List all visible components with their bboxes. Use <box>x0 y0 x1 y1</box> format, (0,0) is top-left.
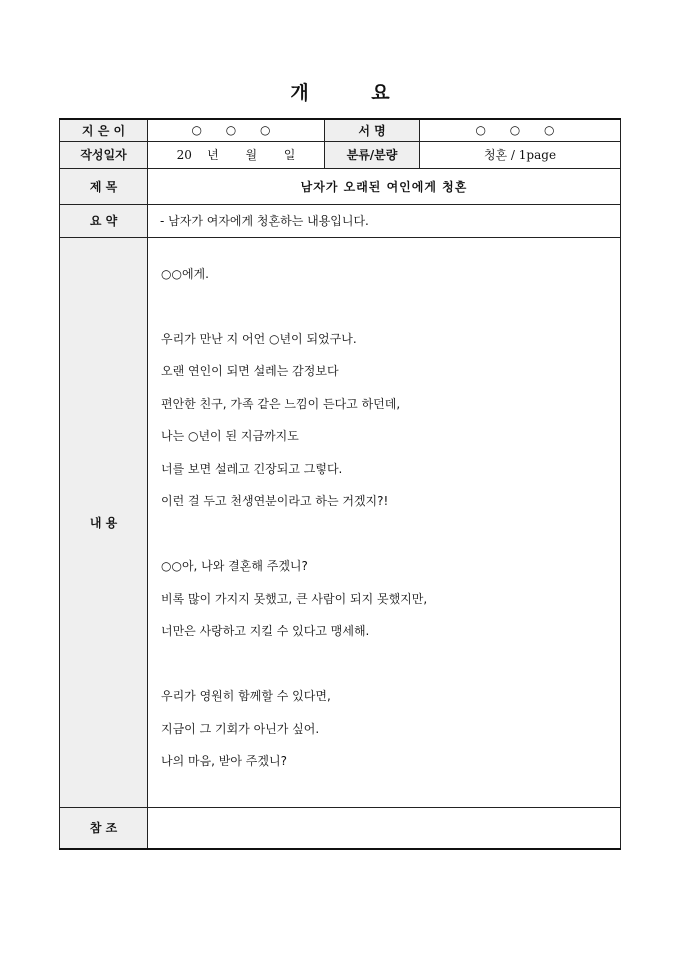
date-label: 작성일자 <box>60 141 148 168</box>
subject-value: 남자가 오래된 여인에게 청혼 <box>148 168 621 204</box>
summary-table <box>59 118 621 850</box>
reference-value <box>148 807 621 849</box>
author-row <box>60 119 621 141</box>
content-line: 우리가 영원히 함께할 수 있다면, <box>161 689 331 703</box>
summary-row <box>60 204 621 237</box>
content-line: ○○에게. <box>161 266 209 281</box>
content-line: 지금이 그 기회가 아닌가 싶어. <box>161 721 320 736</box>
content-line: 너를 보면 설레고 긴장되고 그렇다. <box>161 461 343 476</box>
subject-label: 제 목 <box>60 168 148 204</box>
author-value: ○ ○ ○ <box>148 119 325 141</box>
date-value: 20 년 월 일 <box>148 141 325 168</box>
document-title: 개 요 <box>290 82 418 104</box>
signature-value: ○ ○ ○ <box>420 119 621 141</box>
content-body <box>148 237 621 807</box>
content-label: 내 용 <box>60 237 148 807</box>
content-line: 비록 많이 가지지 못했고, 큰 사람이 되지 못했지만, <box>161 591 428 606</box>
content-line: 이런 걸 두고 천생연분이라고 하는 거겠지?! <box>161 494 389 508</box>
date-row <box>60 141 621 168</box>
category-value: 청혼 / 1page <box>420 141 621 168</box>
content-line <box>161 656 620 689</box>
content-line: 편안한 친구, 가족 같은 느낌이 든다고 하던데, <box>161 396 401 411</box>
content-line <box>161 526 620 559</box>
subject-row <box>60 168 621 204</box>
reference-label: 참 조 <box>60 807 148 849</box>
content-line: 나는 ○년이 된 지금까지도 <box>161 429 299 443</box>
summary-label: 요 약 <box>60 204 148 237</box>
reference-row <box>60 807 621 849</box>
author-label: 지 은 이 <box>60 119 148 141</box>
content-line: 우리가 만난 지 어언 ○년이 되었구나. <box>161 331 357 346</box>
content-line: 너만은 사랑하고 지킬 수 있다고 맹세해. <box>161 624 370 638</box>
content-line <box>161 298 620 331</box>
content-line: 오랜 연인이 되면 설레는 감정보다 <box>161 364 339 378</box>
summary-value: - 남자가 여자에게 청혼하는 내용입니다. <box>148 204 621 237</box>
category-label: 분류/분량 <box>325 141 420 168</box>
content-line: 나의 마음, 받아 주겠니? <box>161 754 287 768</box>
content-line: ○○아, 나와 결혼해 주겠니? <box>161 559 308 573</box>
content-row <box>60 237 621 807</box>
signature-label: 서 명 <box>325 119 420 141</box>
